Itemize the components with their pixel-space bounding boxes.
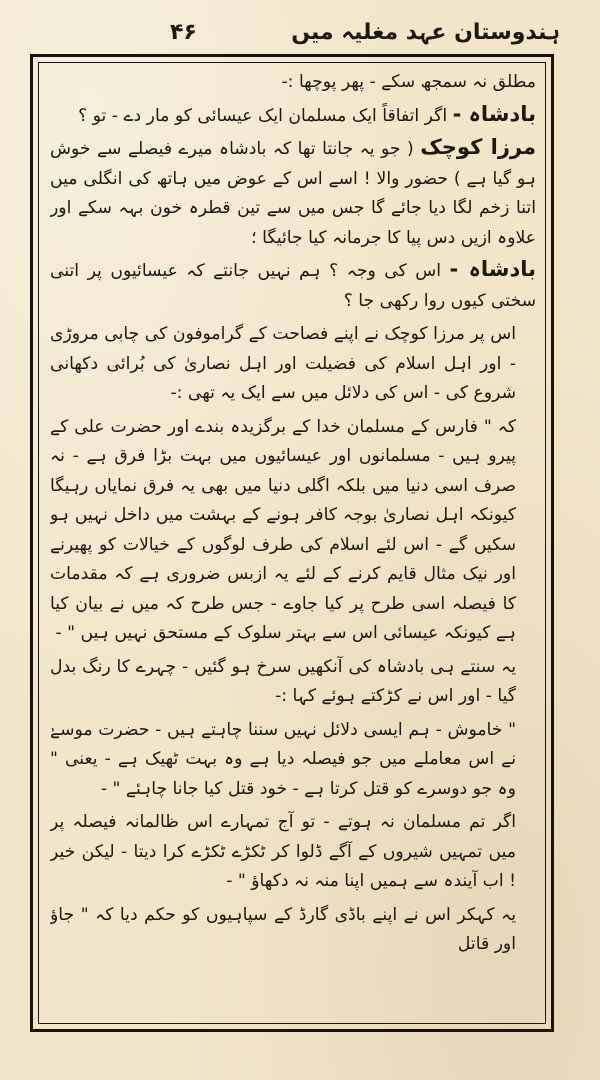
paragraph xyxy=(50,899,536,960)
paragraph-text: اگر اتفاقاً ایک مسلمان ایک عیسائی کو مار دے - تو ؟ xyxy=(78,105,448,126)
paragraph-text: یہ سنتے ہی بادشاہ کی آنکھیں سرخ ہو گئیں - چہرے کا رنگ بدل گیا - اور اس نے کڑکتے ہوئے کہا :- xyxy=(50,656,516,706)
paragraph-text: " خاموش - ہم ایسی دلائل نہیں سننا چاہتے ہیں - حضرت موسےٰ نے اس معاملے میں جو فیصلہ دیا ہے وہ بہت ٹھیک ہے - یعنی " وہ جو دوسرے کو قتل کرتا ہے - خود قتل کیا جانا چاہئے " - xyxy=(50,719,516,799)
paragraph xyxy=(50,133,536,253)
paragraph xyxy=(50,66,536,98)
paragraph-text: کہ " فارس کے مسلمان خدا کے برگزیدہ بندے اور حضرت علی کے پیرو ہیں - مسلمانوں اور عیسائیوں میں بہت بڑا فرق ہے - نہ صرف اسی دنیا میں بلکہ اگلی دنیا میں بھی یہ فرق نمایاں رہیگا کیونکہ اہل نصاریٰ بوجہ کافر ہونے کے بہشت میں داخل نہیں ہو سکیں گے - اس لئے اسلام کی طرف لوگوں کے خیالات کو پھیرنے اور نیک مثال قایم کرنے کے لئے یہ ازبس ضروری ہے کہ مقدمات کا فیصلہ اسی طرح پر کیا جاوے - جس طرح کہ میں نے بیان کیا ہے کیونکہ عیسائی اس سے بہتر سلوک کے مستحق نہیں ہیں " - xyxy=(50,416,516,643)
body-text xyxy=(50,66,536,1016)
paragraph xyxy=(50,255,536,316)
page-number: ۴۶ xyxy=(170,19,197,45)
speaker-label: بادشاہ - xyxy=(452,101,536,126)
paragraph-text: اگر تم مسلمان نہ ہوتے - تو آج تمہارے اس ظالمانہ فیصلہ پر میں تمہیں شیروں کے آگے ڈلوا کر ٹکڑے ٹکڑے کرا دیتا - لیکن خیر ! اب آیندہ سے ہمیں اپنا منہ نہ دکھاؤ " - xyxy=(50,812,516,891)
paragraph xyxy=(50,806,536,897)
running-title: ہندوستان عہد مغلیہ میں xyxy=(291,19,560,45)
paragraph-text: ( جو یہ جانتا تھا کہ بادشاہ میرے فیصلے سے خوش ہو گیا ہے ) حضور والا ! اسے اس کے عوض میں ہاتھ کی انگلی میں اتنا زخم لگا دیا جائے گا جس میں سے تین قطرہ خون بہہ سکے اور علاوہ ازیں دس پیا کا جرمانہ کیا جائیگا ؛ xyxy=(50,139,536,248)
paragraph xyxy=(50,714,536,805)
paragraph-text: اس پر مرزا کوچک نے اپنے فصاحت کے گراموفون کی چابی مروڑی - اور اہل اسلام کی فضیلت اور اہل نصاریٰ کی بُرائی دکھانی شروع کی - اس کی دلائل میں سے ایک یہ تھی :- xyxy=(50,324,516,403)
paragraph xyxy=(50,411,536,649)
paragraph xyxy=(50,100,536,132)
paragraph-text: یہ کہکر اس نے اپنے باڈی گارڈ کے سپاہیوں کو حکم دیا کہ " جاؤ اور قاتل xyxy=(50,904,516,954)
paragraph xyxy=(50,651,536,712)
paragraph-text: مطلق نہ سمجھ سکے - پھر پوچھا :- xyxy=(281,72,536,92)
paragraph-text: اس کی وجہ ؟ ہم نہیں جانتے کہ عیسائیوں پر اتنی سختی کیوں روا رکھی جا ؟ xyxy=(50,261,536,311)
paragraph xyxy=(50,318,536,409)
page-header xyxy=(40,14,560,50)
speaker-label: مرزا کوچک xyxy=(420,135,536,159)
speaker-label: بادشاہ - xyxy=(449,257,536,281)
